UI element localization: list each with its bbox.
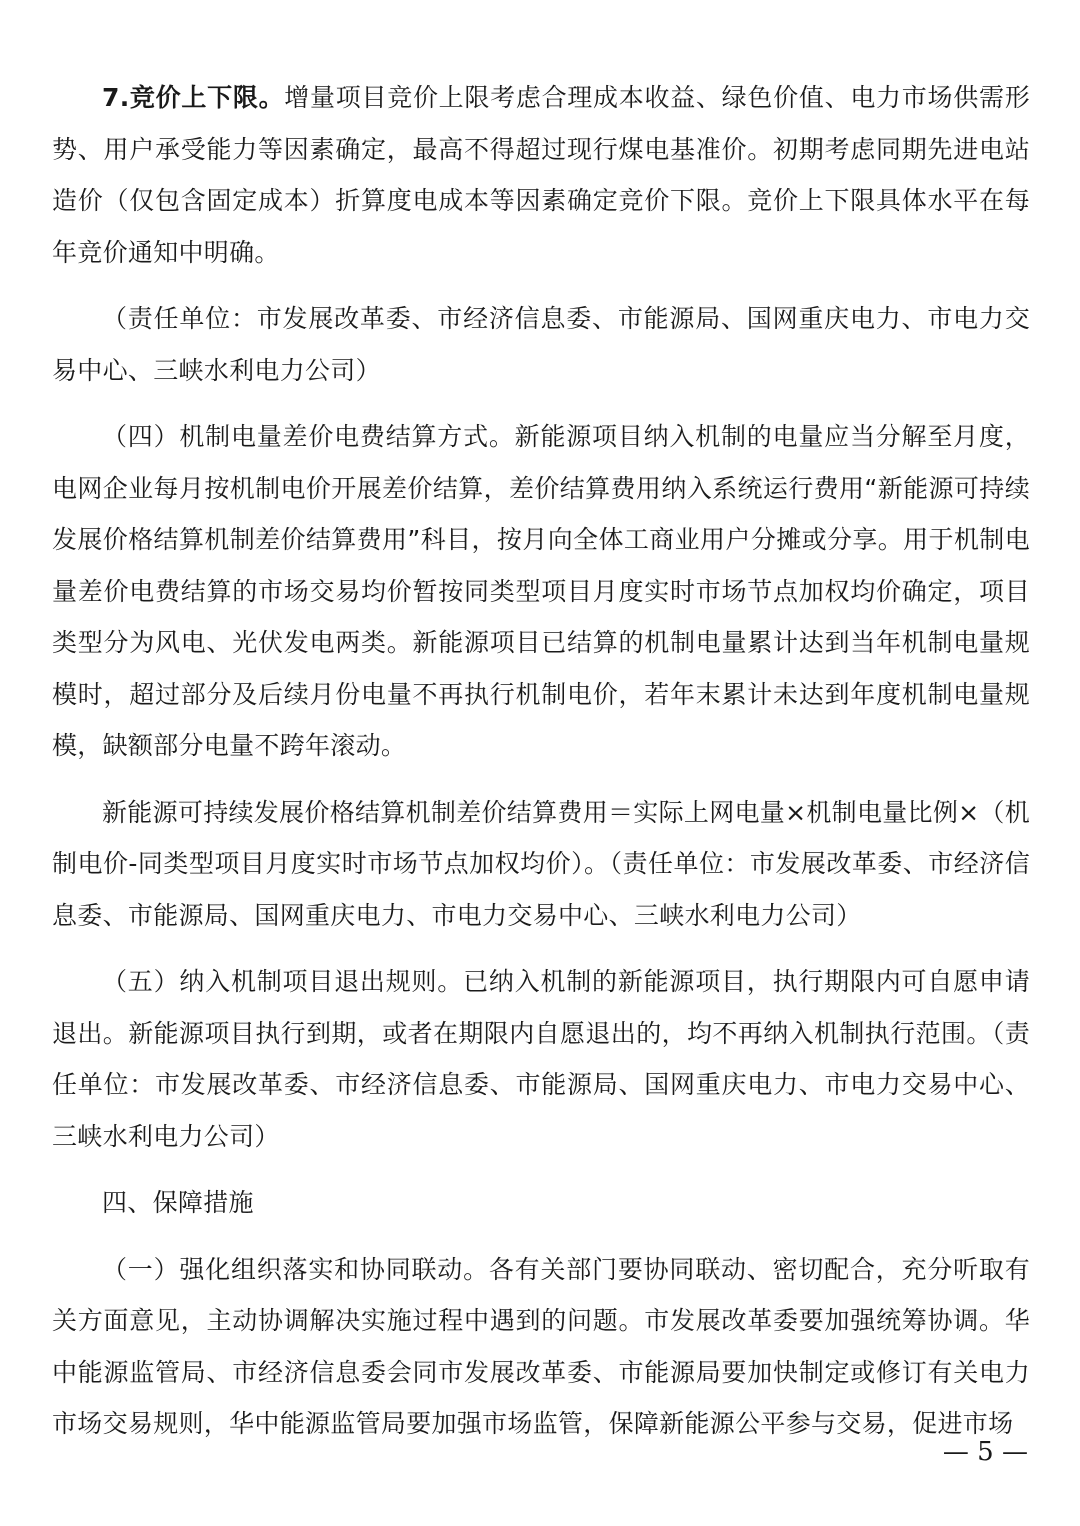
paragraph-responsible-units: （责任单位：市发展改革委、市经济信息委、市能源局、国网重庆电力、市电力交易中心、三峡水利电力公司） bbox=[52, 304, 1030, 385]
paragraph-settlement-formula: 新能源可持续发展价格结算机制差价结算费用＝实际上网电量×机制电量比例×（机制电价-同类型项目月度实时市场节点加权均价）。（责任单位：市发展改革委、市经济信息委、市能源局、国网重庆电力、市电力交易中心、三峡水利电力公司） bbox=[52, 797, 1030, 930]
paragraph-lead-heading: 7.竞价上下限。 bbox=[102, 83, 285, 112]
paragraph-section-5-exit-rules: （五）纳入机制项目退出规则。已纳入机制的新能源项目，执行期限内可自愿申请退出。新能源项目执行到期，或者在期限内自愿退出的，均不再纳入机制执行范围。（责任单位：市发展改革委、市经济信息委、市能源局、国网重庆电力、市电力交易中心、三峡水利电力公司） bbox=[52, 967, 1030, 1151]
paragraph-section-4-settlement: （四）机制电量差价电费结算方式。新能源项目纳入机制的电量应当分解至月度，电网企业每月按机制电价开展差价结算，差价结算费用纳入系统运行费用“新能源可持续发展价格结算机制差价结算费用”科目，按月向全体工商业用户分摊或分享。用于机制电量差价电费结算的市场交易均价暂按同类型项目月度实时市场节点加权均价确定，项目类型分为风电、光伏发电两类。新能源项目已结算的机制电量累计达到当年机制电量规模时，超过部分及后续月份电量不再执行机制电价，若年末累计未达到年度机制电量规模，缺额部分电量不跨年滚动。 bbox=[52, 422, 1030, 760]
paragraph-bid-limits bbox=[52, 72, 1030, 278]
page-number: — 5 — bbox=[942, 1437, 1028, 1467]
heading-safeguard-measures: 四、保障措施 bbox=[102, 1188, 254, 1217]
document-body bbox=[52, 72, 1030, 1450]
paragraph-measure-1-coordination: （一）强化组织落实和协同联动。各有关部门要协同联动、密切配合，充分听取有关方面意见，主动协调解决实施过程中遇到的问题。市发展改革委要加强统筹协调。华中能源监管局、市经济信息委会同市发展改革委、市能源局要加快制定或修订有关电力市场交易规则，华中能源监管局要加强市场监管，保障新能源公平参与交易，促进市场 bbox=[52, 1254, 1030, 1438]
paragraph-text: 增量项目竞价上限考虑合理成本收益、绿色价值、电力市场供需形势、用户承受能力等因素确定，最高不得超过现行煤电基准价。初期考虑同期先进电站造价（仅包含固定成本）折算度电成本等因素确定竞价下限。竞价上下限具体水平在每年竞价通知中明确。 bbox=[52, 83, 1030, 267]
